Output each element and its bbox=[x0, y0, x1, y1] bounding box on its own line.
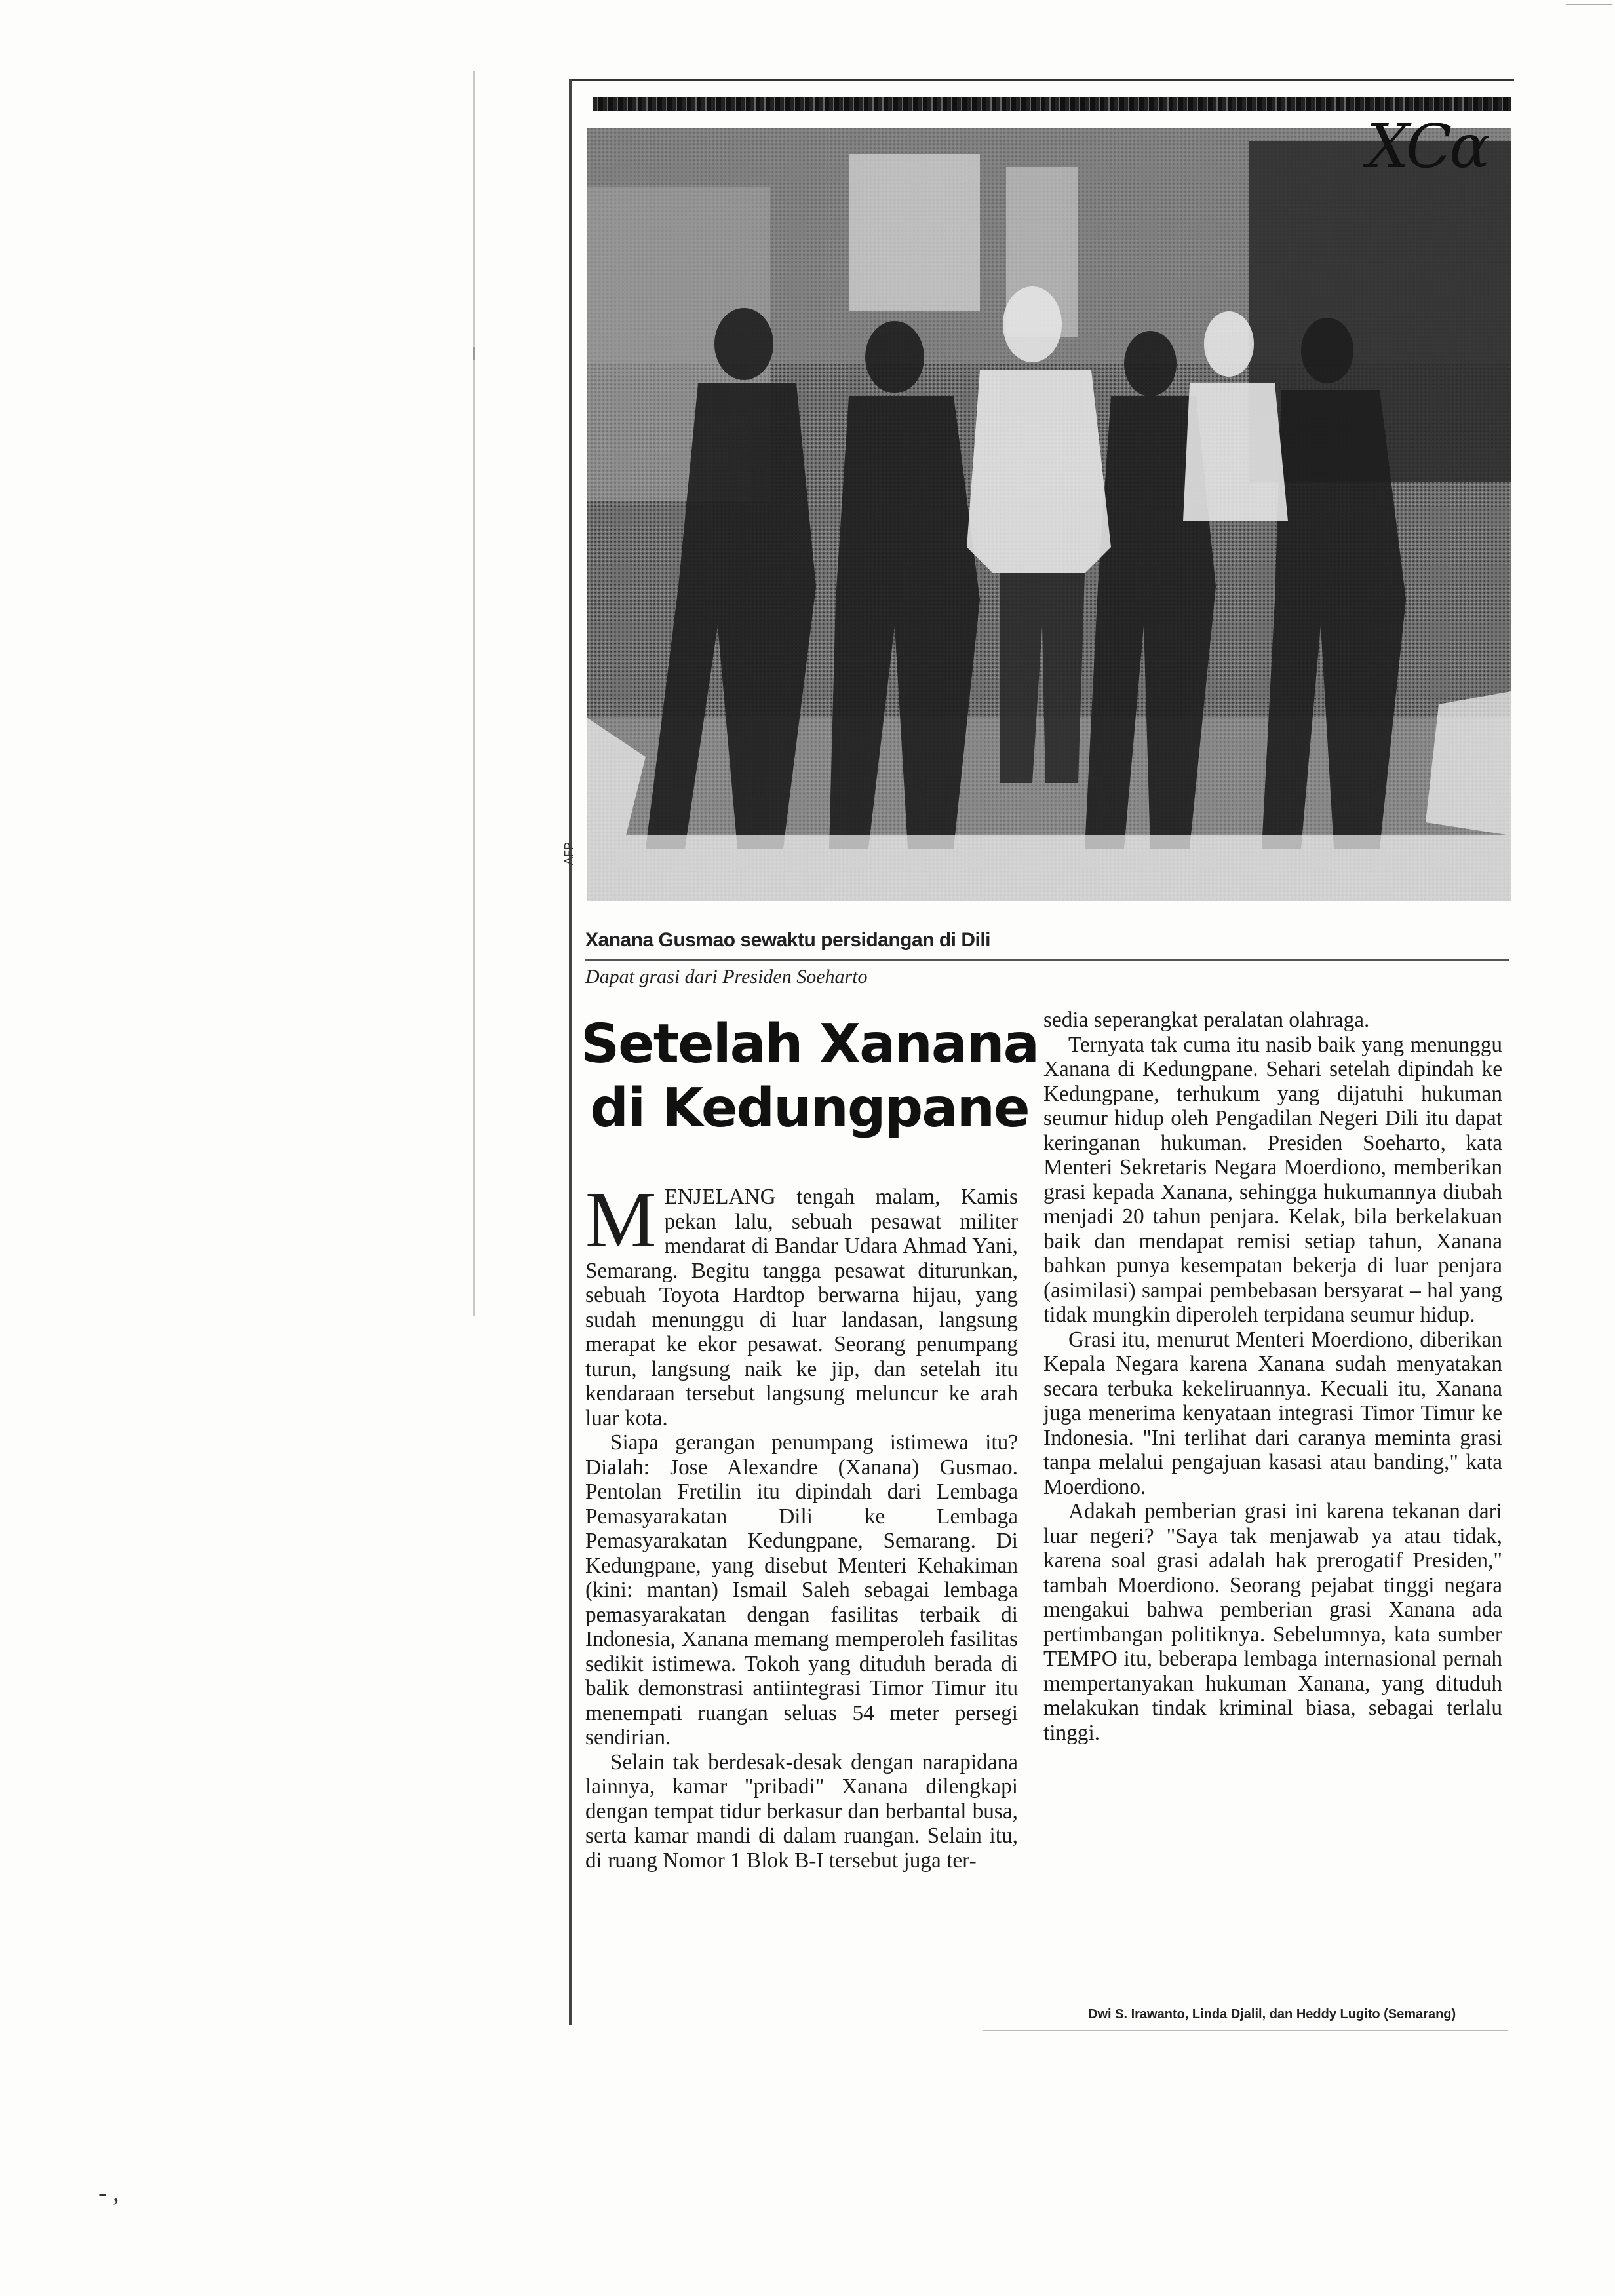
article-byline: Dwi S. Irawanto, Linda Djalil, dan Heddy Lugito (Semarang) bbox=[1088, 2007, 1456, 2021]
scan-corner-mark bbox=[1566, 4, 1612, 5]
article-paragraph: MENJELANG tengah malam, Kamis pekan lalu, sebuah pesawat militer mendarat di Bandar Udara Ahmad Yani, Semarang. Begitu tangga pesawat diturunkan, sebuah Toyota Hardtop berwarna hijau, yang sudah menunggu di luar landasan, langsung merapat ke ekor pesawat. Seorang penumpang turun, langsung naik ke jip, dan setelah itu kendaraan tersebut langsung meluncur ke arah luar kota. bbox=[585, 1176, 1018, 1430]
clipping-frame-left bbox=[569, 79, 572, 2025]
article-column-1 bbox=[585, 1176, 1018, 1873]
headline-line-2: di Kedungpane bbox=[590, 1077, 1029, 1139]
article-paragraph: Adakah pemberian grasi ini karena tekanan dari luar negeri? "Saya tak menjawab ya atau tidak, karena soal grasi adalah hak prerogatif Presiden," tambah Moerdiono. Seorang pejabat tinggi negara mengakui bahwa pemberian grasi Xanana ada pertimbangan politiknya. Sebelumnya, kata sumber TEMPO itu, beberapa lembaga internasional pernah mempertanyakan hukuman Xanana, yang dituduh melakukan tindak kriminal biasa, sebagai terlalu tinggi. bbox=[1043, 1499, 1502, 1745]
article-paragraph: Grasi itu, menurut Menteri Moerdiono, diberikan Kepala Negara karena Xanana sudah menyatakan secara terbuka kekeliruannya. Kecuali itu, Xanana juga menerima kenyataan integrasi Timor Timur ke Indonesia. "Ini terlihat dari caranya meminta grasi tanpa melalui pengajuan kasasi atau banding," kata Moerdiono. bbox=[1043, 1327, 1502, 1499]
scan-edge-mark bbox=[473, 347, 475, 360]
bottom-rule bbox=[983, 2030, 1508, 2031]
article-paragraph: Siapa gerangan penumpang istimewa itu? Dialah: Jose Alexandre (Xanana) Gusmao. Pentolan Fretilin itu dipindah dari Lembaga Pemasyarakatan Dili ke Lembaga Pemasyarakatan Kedungpane, Semarang. Di Kedungpane, yang disebut Menteri Kehakiman (kini: mantan) Ismail Saleh sebagai lembaga pemasyarakatan dengan fasilitas terbaik di Indonesia, Xanana memang memperoleh fasilitas sedikit istimewa. Tokoh yang dituduh berada di balik demonstrasi antiintegrasi Timor Timur itu menempati ruangan seluas 54 meter persegi sendirian. bbox=[585, 1430, 1018, 1750]
article-paragraph: Ternyata tak cuma itu nasib baik yang menunggu Xanana di Kedungpane. Sehari setelah dipindah ke Kedungpane, terhukum yang dijatuhi hukuman seumur hidup oleh Pengadilan Negeri Dili itu dapat keringanan hukuman. Presiden Soeharto, kata Menteri Sekretaris Negara Moerdiono, memberikan grasi kepada Xanana, sehingga hukumannya diubah menjadi 20 tahun penjara. Kelak, bila berkelakuan baik dan mendapat remisi setiap tahun, Xanana bahkan punya kesempatan bekerja di luar penjara (asimilasi) sampai pembebasan bersyarat – hal yang tidak mungkin diperoleh terpidana seumur hidup. bbox=[1043, 1032, 1502, 1327]
photo-subcaption: Dapat grasi dari Presiden Soeharto bbox=[585, 966, 868, 987]
photo-illustration bbox=[587, 128, 1511, 901]
scan-bottom-marks: - , bbox=[98, 2179, 119, 2207]
handwritten-annotation: XCα bbox=[1367, 111, 1488, 182]
article-headline bbox=[580, 1012, 1039, 1141]
article-column-2 bbox=[1043, 1008, 1502, 1745]
caption-divider bbox=[585, 959, 1509, 961]
scan-edge-line bbox=[473, 71, 475, 1316]
news-photo bbox=[587, 128, 1511, 901]
clipping-frame-top bbox=[569, 79, 1514, 81]
article-paragraph: Selain tak berdesak-desak dengan narapidana lainnya, kamar "pribadi" Xanana dilengkapi dengan tempat tidur berkasur dan berbantal busa, serta kamar mandi di dalam ruangan. Selain itu, di ruang Nomor 1 Blok B-I tersebut juga ter- bbox=[585, 1750, 1018, 1873]
photo-caption: Xanana Gusmao sewaktu persidangan di Dili bbox=[585, 929, 991, 951]
photo-credit: AFP bbox=[562, 841, 575, 865]
headline-line-1: Setelah Xanana bbox=[581, 1013, 1038, 1075]
photo-top-band bbox=[593, 97, 1511, 111]
article-paragraph-continued: sedia seperangkat peralatan olahraga. bbox=[1043, 1008, 1370, 1032]
drop-cap: M bbox=[585, 1176, 657, 1264]
